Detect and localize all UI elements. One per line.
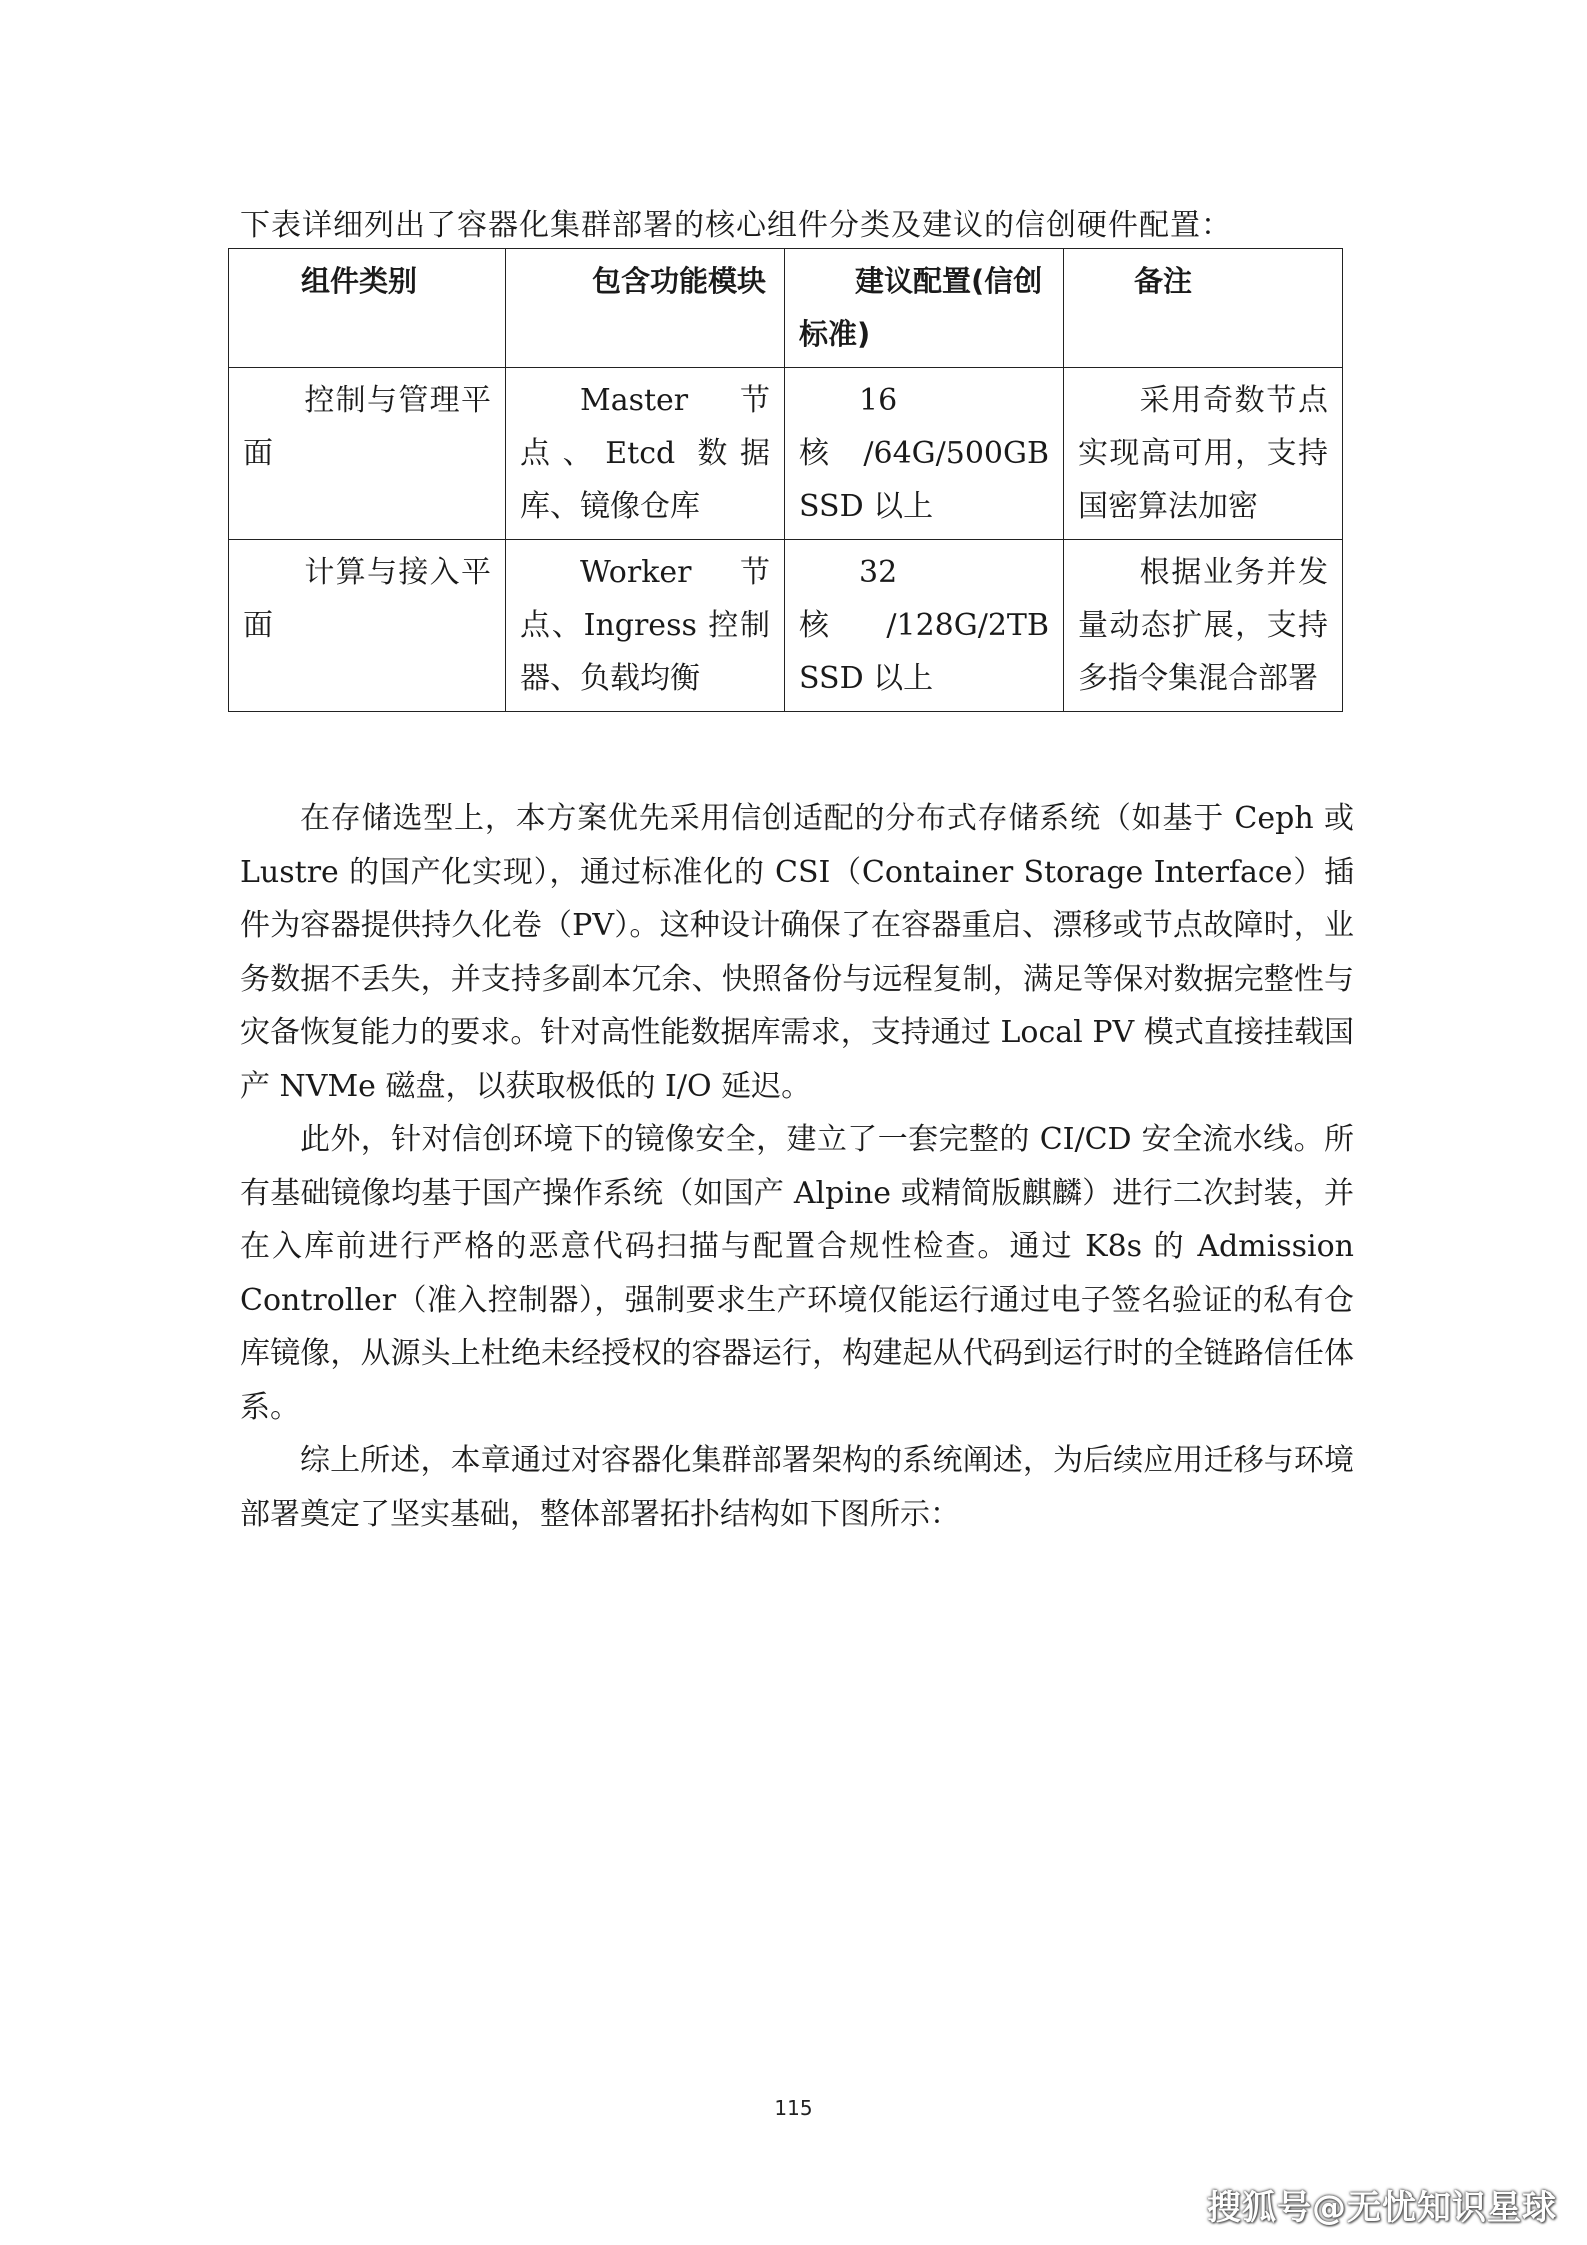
cell-modules bbox=[506, 368, 785, 540]
table-header-row bbox=[229, 249, 1343, 368]
cell-config bbox=[785, 368, 1064, 540]
paragraph-image-security: 此外，针对信创环境下的镜像安全，建立了一套完整的 CI/CD 安全流水线。所有基础镜像均基于国产操作系统（如国产 Alpine 或精简版麒麟）进行二次封装，并在入库前进行严格的恶意代码扫描与配置合规性检查。通过 K8s 的 Admission Controller（准入控制器），强制要求生产环境仅能运行通过电子签名验证的私有仓库镜像，从源头上杜绝未经授权的容器运行，构建起从代码到运行时的全链路信任体系。 bbox=[240, 1122, 1354, 1425]
page-number: 115 bbox=[774, 2096, 813, 2120]
body-text bbox=[240, 792, 1354, 1541]
header-function-modules bbox=[506, 249, 785, 368]
cell-text: Worker 节点、Ingress 控制器、负载均衡 bbox=[520, 555, 770, 696]
cell-modules bbox=[506, 540, 785, 712]
header-label: 建议配置(信创标准) bbox=[799, 264, 1043, 351]
table-row bbox=[229, 540, 1343, 712]
cell-category bbox=[229, 368, 506, 540]
hardware-config-table bbox=[228, 248, 1343, 712]
cell-config bbox=[785, 540, 1064, 712]
cell-category bbox=[229, 540, 506, 712]
cell-text: 32 核/128G/2TB SSD 以上 bbox=[799, 555, 1049, 696]
watermark: 搜狐号@无忧知识星球 bbox=[1207, 2188, 1557, 2228]
cell-text: Master 节点、Etcd 数据库、镜像仓库 bbox=[520, 383, 770, 524]
paragraph-storage: 在存储选型上，本方案优先采用信创适配的分布式存储系统（如基于 Ceph 或 Lustre 的国产化实现），通过标准化的 CSI（Container Storage Interface）插件为容器提供持久化卷（PV）。这种设计确保了在容器重启、漂移或节点故障时，业务数据不丢失，并支持多副本冗余、快照备份与远程复制，满足等保对数据完整性与灾备恢复能力的要求。针对高性能数据库需求，支持通过 Local PV 模式直接挂载国产 NVMe 磁盘，以获取极低的 I/O 延迟。 bbox=[240, 801, 1354, 1104]
cell-note bbox=[1064, 368, 1343, 540]
cell-note bbox=[1064, 540, 1343, 712]
cell-text: 控制与管理平面 bbox=[243, 383, 491, 471]
cell-text: 计算与接入平面 bbox=[243, 555, 491, 643]
table-row bbox=[229, 368, 1343, 540]
cell-text: 采用奇数节点实现高可用，支持国密算法加密 bbox=[1078, 383, 1328, 524]
header-recommended-config bbox=[785, 249, 1064, 368]
paragraph-summary: 综上所述，本章通过对容器化集群部署架构的系统阐述，为后续应用迁移与环境部署奠定了坚实基础，整体部署拓扑结构如下图所示： bbox=[240, 1443, 1354, 1532]
cell-text: 16 核/64G/500GB SSD 以上 bbox=[799, 383, 1049, 524]
table-caption: 下表详细列出了容器化集群部署的核心组件分类及建议的信创硬件配置： bbox=[240, 208, 1232, 243]
header-label: 包含功能模块 bbox=[592, 264, 767, 298]
header-component-category bbox=[229, 249, 506, 368]
header-remarks bbox=[1064, 249, 1343, 368]
cell-text: 根据业务并发量动态扩展，支持多指令集混合部署 bbox=[1078, 555, 1328, 696]
header-label: 备注 bbox=[1134, 264, 1193, 298]
header-label: 组件类别 bbox=[301, 264, 418, 298]
